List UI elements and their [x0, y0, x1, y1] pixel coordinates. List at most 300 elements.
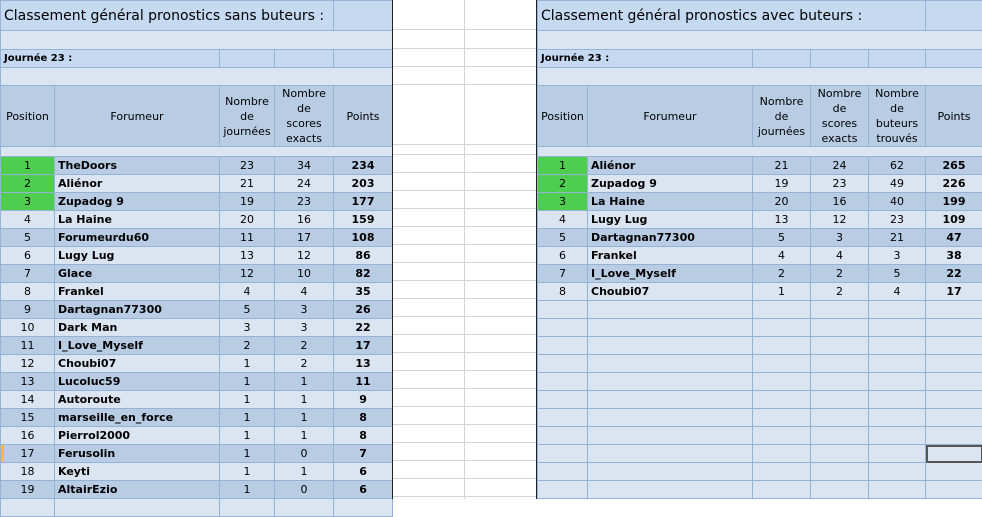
cell-points[interactable]: 6: [334, 463, 393, 481]
matchday-label: Journée 23 :: [538, 50, 753, 68]
cell-exact-scores[interactable]: 2: [811, 265, 869, 283]
empty-row[interactable]: [538, 445, 982, 463]
empty-cell[interactable]: [926, 481, 982, 499]
empty-cell[interactable]: [869, 409, 926, 427]
empty-cell[interactable]: [538, 373, 588, 391]
cell-forumeur[interactable]: TheDoors: [55, 157, 220, 175]
cell-forumeur[interactable]: Lucoluc59: [55, 373, 220, 391]
cell-forumeur[interactable]: La Haine: [55, 211, 220, 229]
table-row[interactable]: [1, 247, 393, 265]
empty-row: [538, 147, 982, 157]
table-row[interactable]: [538, 229, 982, 247]
empty-cell[interactable]: [1, 499, 55, 517]
empty-cell[interactable]: [753, 50, 811, 68]
empty-cell[interactable]: [926, 337, 982, 355]
empty-cell[interactable]: [869, 50, 926, 68]
table-row[interactable]: [538, 265, 982, 283]
cell-forumeur[interactable]: Aliénor: [588, 157, 753, 175]
row-gridline: [392, 144, 536, 145]
empty-row[interactable]: [538, 373, 982, 391]
empty-row[interactable]: [538, 301, 982, 319]
empty-cell[interactable]: [588, 481, 753, 499]
cell-forumeur[interactable]: Forumeurdu60: [55, 229, 220, 247]
table-row[interactable]: [1, 175, 393, 193]
ranking-table-with-scorers: [537, 0, 982, 499]
cell-days[interactable]: 23: [220, 157, 275, 175]
table-row[interactable]: [1, 391, 393, 409]
cell-days[interactable]: 4: [753, 247, 811, 265]
empty-cell[interactable]: [753, 391, 811, 409]
empty-cell[interactable]: [753, 409, 811, 427]
empty-cell[interactable]: [588, 445, 753, 463]
cell-forumeur[interactable]: Glace: [55, 265, 220, 283]
empty-cell[interactable]: [926, 409, 982, 427]
cell-days[interactable]: 5: [220, 301, 275, 319]
empty-cell[interactable]: [220, 50, 275, 68]
cell-points[interactable]: 17: [334, 337, 393, 355]
empty-cell[interactable]: [588, 301, 753, 319]
empty-cell[interactable]: [55, 499, 220, 517]
cell-days[interactable]: 19: [753, 175, 811, 193]
empty-row[interactable]: [538, 481, 982, 499]
ranking-table-without-scorers: [0, 0, 393, 517]
cell-days[interactable]: 20: [753, 193, 811, 211]
empty-cell[interactable]: [869, 481, 926, 499]
empty-cell[interactable]: [588, 373, 753, 391]
table-row[interactable]: [1, 427, 393, 445]
row-gridline: [392, 298, 536, 299]
cell-forumeur[interactable]: marseille_en_force: [55, 409, 220, 427]
cell-scorers-found[interactable]: 62: [869, 157, 926, 175]
cell-position[interactable]: 13: [1, 373, 55, 391]
header-exact-scores: Nombre de scores exacts: [275, 86, 334, 147]
table-row[interactable]: [538, 175, 982, 193]
cell-exact-scores[interactable]: 10: [275, 265, 334, 283]
empty-row[interactable]: [538, 31, 982, 50]
empty-cell[interactable]: [869, 445, 926, 463]
cell-position[interactable]: 1: [1, 157, 55, 175]
cell-position[interactable]: 11: [1, 337, 55, 355]
empty-cell[interactable]: [220, 499, 275, 517]
cell-forumeur[interactable]: Pierrol2000: [55, 427, 220, 445]
empty-row[interactable]: [538, 463, 982, 481]
cell-points[interactable]: 38: [926, 247, 982, 265]
cell-points[interactable]: 7: [334, 445, 393, 463]
cell-forumeur[interactable]: Frankel: [588, 247, 753, 265]
table-row[interactable]: [538, 193, 982, 211]
table-row[interactable]: [538, 211, 982, 229]
empty-cell[interactable]: [811, 409, 869, 427]
cell-position[interactable]: 7: [538, 265, 588, 283]
empty-cell[interactable]: [869, 463, 926, 481]
row-gridline: [392, 442, 536, 443]
selected-cell[interactable]: [926, 445, 982, 463]
cell-scorers-found[interactable]: 5: [869, 265, 926, 283]
empty-cell[interactable]: [753, 481, 811, 499]
cell-days[interactable]: 2: [753, 265, 811, 283]
row-gridline: [392, 84, 536, 85]
cell-position[interactable]: 10: [1, 319, 55, 337]
frozen-divider: [392, 0, 393, 499]
cell-points[interactable]: 17: [926, 283, 982, 301]
cell-position[interactable]: 6: [538, 247, 588, 265]
cell-forumeur[interactable]: Zupadog 9: [55, 193, 220, 211]
row-gridline: [392, 262, 536, 263]
cell-position[interactable]: 2: [1, 175, 55, 193]
cell-days[interactable]: 5: [753, 229, 811, 247]
cell-days[interactable]: 1: [220, 409, 275, 427]
cell-points[interactable]: 22: [334, 319, 393, 337]
cell-points[interactable]: 159: [334, 211, 393, 229]
cell-exact-scores[interactable]: 1: [275, 373, 334, 391]
table-row[interactable]: [1, 481, 393, 499]
cell-exact-scores[interactable]: 3: [275, 319, 334, 337]
header-forumeur: Forumeur: [55, 86, 220, 147]
table-row[interactable]: [538, 283, 982, 301]
cell-position[interactable]: 7: [1, 265, 55, 283]
empty-cell[interactable]: [811, 391, 869, 409]
cell-position[interactable]: 16: [1, 427, 55, 445]
cell-points[interactable]: 108: [334, 229, 393, 247]
cell-forumeur[interactable]: I_Love_Myself: [55, 337, 220, 355]
empty-cell[interactable]: [753, 463, 811, 481]
empty-row[interactable]: [538, 68, 982, 86]
cell-forumeur[interactable]: Lugy Lug: [588, 211, 753, 229]
cell-forumeur[interactable]: Dartagnan77300: [55, 301, 220, 319]
empty-cell[interactable]: [869, 319, 926, 337]
row-gridline: [392, 460, 536, 461]
cell-forumeur[interactable]: Choubi07: [55, 355, 220, 373]
cell-position[interactable]: 12: [1, 355, 55, 373]
row-gridline: [392, 496, 536, 497]
cell-points[interactable]: 265: [926, 157, 982, 175]
cell-scorers-found[interactable]: 21: [869, 229, 926, 247]
table-row[interactable]: [538, 157, 982, 175]
cell-days[interactable]: 1: [220, 445, 275, 463]
table-row[interactable]: [1, 211, 393, 229]
cell-points[interactable]: 22: [926, 265, 982, 283]
cell-points[interactable]: 199: [926, 193, 982, 211]
cell-position[interactable]: 3: [1, 193, 55, 211]
empty-cell[interactable]: [811, 301, 869, 319]
cell-position[interactable]: 5: [538, 229, 588, 247]
empty-cell[interactable]: [869, 337, 926, 355]
cell-scorers-found[interactable]: 40: [869, 193, 926, 211]
cell-position[interactable]: 2: [538, 175, 588, 193]
empty-cell[interactable]: [869, 301, 926, 319]
cell-scorers-found[interactable]: 23: [869, 211, 926, 229]
cell-position[interactable]: 17: [1, 445, 55, 463]
cell-exact-scores[interactable]: 16: [811, 193, 869, 211]
empty-cell[interactable]: [926, 427, 982, 445]
cell-days[interactable]: 19: [220, 193, 275, 211]
cell-exact-scores[interactable]: 24: [275, 175, 334, 193]
row-gridline: [392, 352, 536, 353]
cell-points[interactable]: 35: [334, 283, 393, 301]
cell-position[interactable]: 18: [1, 463, 55, 481]
empty-cell[interactable]: [334, 1, 393, 31]
table-row[interactable]: [1, 193, 393, 211]
table-title: Classement général pronostics sans buteurs :: [1, 1, 334, 31]
cell-position[interactable]: 1: [538, 157, 588, 175]
cell-exact-scores[interactable]: 24: [811, 157, 869, 175]
empty-cell[interactable]: [588, 463, 753, 481]
empty-cell[interactable]: [753, 319, 811, 337]
empty-cell[interactable]: [538, 319, 588, 337]
cell-points[interactable]: 26: [334, 301, 393, 319]
row-gridline: [392, 48, 536, 49]
cell-forumeur[interactable]: Autoroute: [55, 391, 220, 409]
header-forumeur: Forumeur: [588, 86, 753, 147]
cell-points[interactable]: 11: [334, 373, 393, 391]
empty-cell[interactable]: [811, 481, 869, 499]
header-exact-scores: Nombre de scores exacts: [811, 86, 869, 147]
table-row[interactable]: [1, 409, 393, 427]
cell-forumeur[interactable]: AltairEzio: [55, 481, 220, 499]
cell-position[interactable]: 6: [1, 247, 55, 265]
empty-cell[interactable]: [588, 319, 753, 337]
cell-forumeur[interactable]: Ferusolin: [55, 445, 220, 463]
empty-cell[interactable]: [538, 463, 588, 481]
empty-cell[interactable]: [275, 50, 334, 68]
empty-cell[interactable]: [538, 481, 588, 499]
table-row[interactable]: [1, 445, 393, 463]
table-row[interactable]: [1, 463, 393, 481]
cell-scorers-found[interactable]: 49: [869, 175, 926, 193]
empty-cell[interactable]: [334, 50, 393, 68]
table-row[interactable]: [1, 301, 393, 319]
empty-cell[interactable]: [926, 355, 982, 373]
header-days: Nombre de journées: [220, 86, 275, 147]
row-gridline: [392, 424, 536, 425]
cell-exact-scores[interactable]: 1: [275, 391, 334, 409]
header-days: Nombre de journées: [753, 86, 811, 147]
cell-exact-scores[interactable]: 3: [275, 301, 334, 319]
empty-cell[interactable]: [926, 463, 982, 481]
cell-exact-scores[interactable]: 0: [275, 481, 334, 499]
cell-days[interactable]: 2: [220, 337, 275, 355]
cell-points[interactable]: 8: [334, 427, 393, 445]
cell-exact-scores[interactable]: 1: [275, 427, 334, 445]
empty-row[interactable]: [538, 337, 982, 355]
cell-points[interactable]: 6: [334, 481, 393, 499]
cell-points[interactable]: 8: [334, 409, 393, 427]
cell-position[interactable]: 14: [1, 391, 55, 409]
cell-points[interactable]: 86: [334, 247, 393, 265]
cell-days[interactable]: 21: [220, 175, 275, 193]
cell-days[interactable]: 20: [220, 211, 275, 229]
header-points: Points: [334, 86, 393, 147]
cell-exact-scores[interactable]: 34: [275, 157, 334, 175]
header-position: Position: [538, 86, 588, 147]
empty-row[interactable]: [1, 68, 393, 86]
empty-cell[interactable]: [538, 427, 588, 445]
cell-exact-scores[interactable]: 12: [275, 247, 334, 265]
row-gridline: [392, 29, 536, 30]
cell-exact-scores[interactable]: 16: [275, 211, 334, 229]
empty-cell[interactable]: [811, 337, 869, 355]
empty-cell[interactable]: [811, 427, 869, 445]
cell-forumeur[interactable]: Aliénor: [55, 175, 220, 193]
table-row[interactable]: [1, 265, 393, 283]
row-gridline: [392, 334, 536, 335]
cell-exact-scores[interactable]: 3: [811, 229, 869, 247]
cell-position[interactable]: 8: [538, 283, 588, 301]
cell-days[interactable]: 1: [220, 427, 275, 445]
cell-days[interactable]: 1: [220, 355, 275, 373]
empty-cell[interactable]: [538, 337, 588, 355]
cell-forumeur[interactable]: Keyti: [55, 463, 220, 481]
matchday-label: Journée 23 :: [1, 50, 220, 68]
empty-cell[interactable]: [753, 355, 811, 373]
cell-points[interactable]: 203: [334, 175, 393, 193]
cell-points[interactable]: 234: [334, 157, 393, 175]
table-row[interactable]: [1, 229, 393, 247]
cell-position[interactable]: 8: [1, 283, 55, 301]
empty-cell[interactable]: [588, 409, 753, 427]
cell-exact-scores[interactable]: 0: [275, 445, 334, 463]
cell-points[interactable]: 109: [926, 211, 982, 229]
table-row[interactable]: [1, 355, 393, 373]
empty-cell[interactable]: [869, 373, 926, 391]
cell-position[interactable]: 15: [1, 409, 55, 427]
header-position: Position: [1, 86, 55, 147]
cell-forumeur[interactable]: Lugy Lug: [55, 247, 220, 265]
empty-cell[interactable]: [869, 355, 926, 373]
row-gridline: [392, 316, 536, 317]
cell-position[interactable]: 5: [1, 229, 55, 247]
empty-cell[interactable]: [275, 499, 334, 517]
cell-points[interactable]: 47: [926, 229, 982, 247]
cell-exact-scores[interactable]: 1: [275, 463, 334, 481]
empty-cell[interactable]: [753, 445, 811, 463]
table-row[interactable]: [1, 373, 393, 391]
table-row[interactable]: [1, 499, 393, 517]
cell-position[interactable]: 9: [1, 301, 55, 319]
cell-days[interactable]: 1: [220, 463, 275, 481]
cell-exact-scores[interactable]: 2: [275, 337, 334, 355]
cell-days[interactable]: 12: [220, 265, 275, 283]
cell-forumeur[interactable]: Dartagnan77300: [588, 229, 753, 247]
empty-cell[interactable]: [753, 301, 811, 319]
cell-exact-scores[interactable]: 4: [811, 247, 869, 265]
cell-exact-scores[interactable]: 17: [275, 229, 334, 247]
cell-forumeur[interactable]: Choubi07: [588, 283, 753, 301]
row-gridline: [392, 172, 536, 173]
empty-row[interactable]: [1, 31, 393, 50]
table-row[interactable]: [538, 247, 982, 265]
cell-scorers-found[interactable]: 4: [869, 283, 926, 301]
empty-row[interactable]: [538, 391, 982, 409]
cell-scorers-found[interactable]: 3: [869, 247, 926, 265]
empty-row[interactable]: [538, 427, 982, 445]
cell-days[interactable]: 4: [220, 283, 275, 301]
cell-forumeur[interactable]: Zupadog 9: [588, 175, 753, 193]
empty-cell[interactable]: [811, 445, 869, 463]
table-row[interactable]: [1, 319, 393, 337]
empty-cell[interactable]: [811, 319, 869, 337]
cell-forumeur[interactable]: I_Love_Myself: [588, 265, 753, 283]
empty-cell[interactable]: [538, 355, 588, 373]
empty-row[interactable]: [538, 319, 982, 337]
empty-cell[interactable]: [538, 391, 588, 409]
empty-cell[interactable]: [753, 337, 811, 355]
cell-days[interactable]: 1: [220, 481, 275, 499]
empty-cell[interactable]: [811, 463, 869, 481]
empty-row[interactable]: [538, 409, 982, 427]
empty-cell[interactable]: [811, 373, 869, 391]
empty-cell[interactable]: [926, 1, 982, 31]
cell-points[interactable]: 9: [334, 391, 393, 409]
cell-points[interactable]: 82: [334, 265, 393, 283]
cell-exact-scores[interactable]: 2: [811, 283, 869, 301]
cell-forumeur[interactable]: La Haine: [588, 193, 753, 211]
cell-points[interactable]: 13: [334, 355, 393, 373]
cell-position[interactable]: 4: [1, 211, 55, 229]
empty-cell[interactable]: [811, 355, 869, 373]
empty-cell[interactable]: [869, 427, 926, 445]
cell-position[interactable]: 3: [538, 193, 588, 211]
cell-points[interactable]: 226: [926, 175, 982, 193]
empty-cell[interactable]: [926, 301, 982, 319]
table-row[interactable]: [1, 283, 393, 301]
empty-cell[interactable]: [538, 445, 588, 463]
empty-cell[interactable]: [753, 427, 811, 445]
cell-exact-scores[interactable]: 4: [275, 283, 334, 301]
cell-points[interactable]: 177: [334, 193, 393, 211]
empty-cell[interactable]: [926, 391, 982, 409]
cell-forumeur[interactable]: Frankel: [55, 283, 220, 301]
cell-days[interactable]: 13: [753, 211, 811, 229]
cell-days[interactable]: 1: [220, 373, 275, 391]
cell-days[interactable]: 13: [220, 247, 275, 265]
cell-exact-scores[interactable]: 23: [275, 193, 334, 211]
empty-cell[interactable]: [753, 373, 811, 391]
cell-forumeur[interactable]: Dark Man: [55, 319, 220, 337]
cell-days[interactable]: 21: [753, 157, 811, 175]
table-row[interactable]: [1, 157, 393, 175]
empty-row[interactable]: [538, 355, 982, 373]
empty-cell[interactable]: [926, 319, 982, 337]
row-gridline: [392, 370, 536, 371]
cell-exact-scores[interactable]: 23: [811, 175, 869, 193]
empty-cell[interactable]: [926, 50, 982, 68]
row-gridline: [392, 190, 536, 191]
cell-exact-scores[interactable]: 1: [275, 409, 334, 427]
cell-exact-scores[interactable]: 12: [811, 211, 869, 229]
empty-cell[interactable]: [334, 499, 393, 517]
table-row[interactable]: [1, 337, 393, 355]
empty-cell[interactable]: [538, 409, 588, 427]
empty-cell[interactable]: [811, 50, 869, 68]
empty-cell[interactable]: [869, 391, 926, 409]
empty-cell[interactable]: [538, 301, 588, 319]
cell-exact-scores[interactable]: 2: [275, 355, 334, 373]
cell-position[interactable]: 4: [538, 211, 588, 229]
empty-cell[interactable]: [926, 373, 982, 391]
cell-days[interactable]: 1: [220, 391, 275, 409]
cell-position[interactable]: 19: [1, 481, 55, 499]
cell-days[interactable]: 1: [753, 283, 811, 301]
empty-cell[interactable]: [588, 337, 753, 355]
empty-row: [1, 147, 393, 157]
empty-columns-area[interactable]: [392, 0, 536, 499]
cell-days[interactable]: 11: [220, 229, 275, 247]
empty-cell[interactable]: [588, 427, 753, 445]
empty-cell[interactable]: [588, 391, 753, 409]
empty-cell[interactable]: [588, 355, 753, 373]
cell-days[interactable]: 3: [220, 319, 275, 337]
